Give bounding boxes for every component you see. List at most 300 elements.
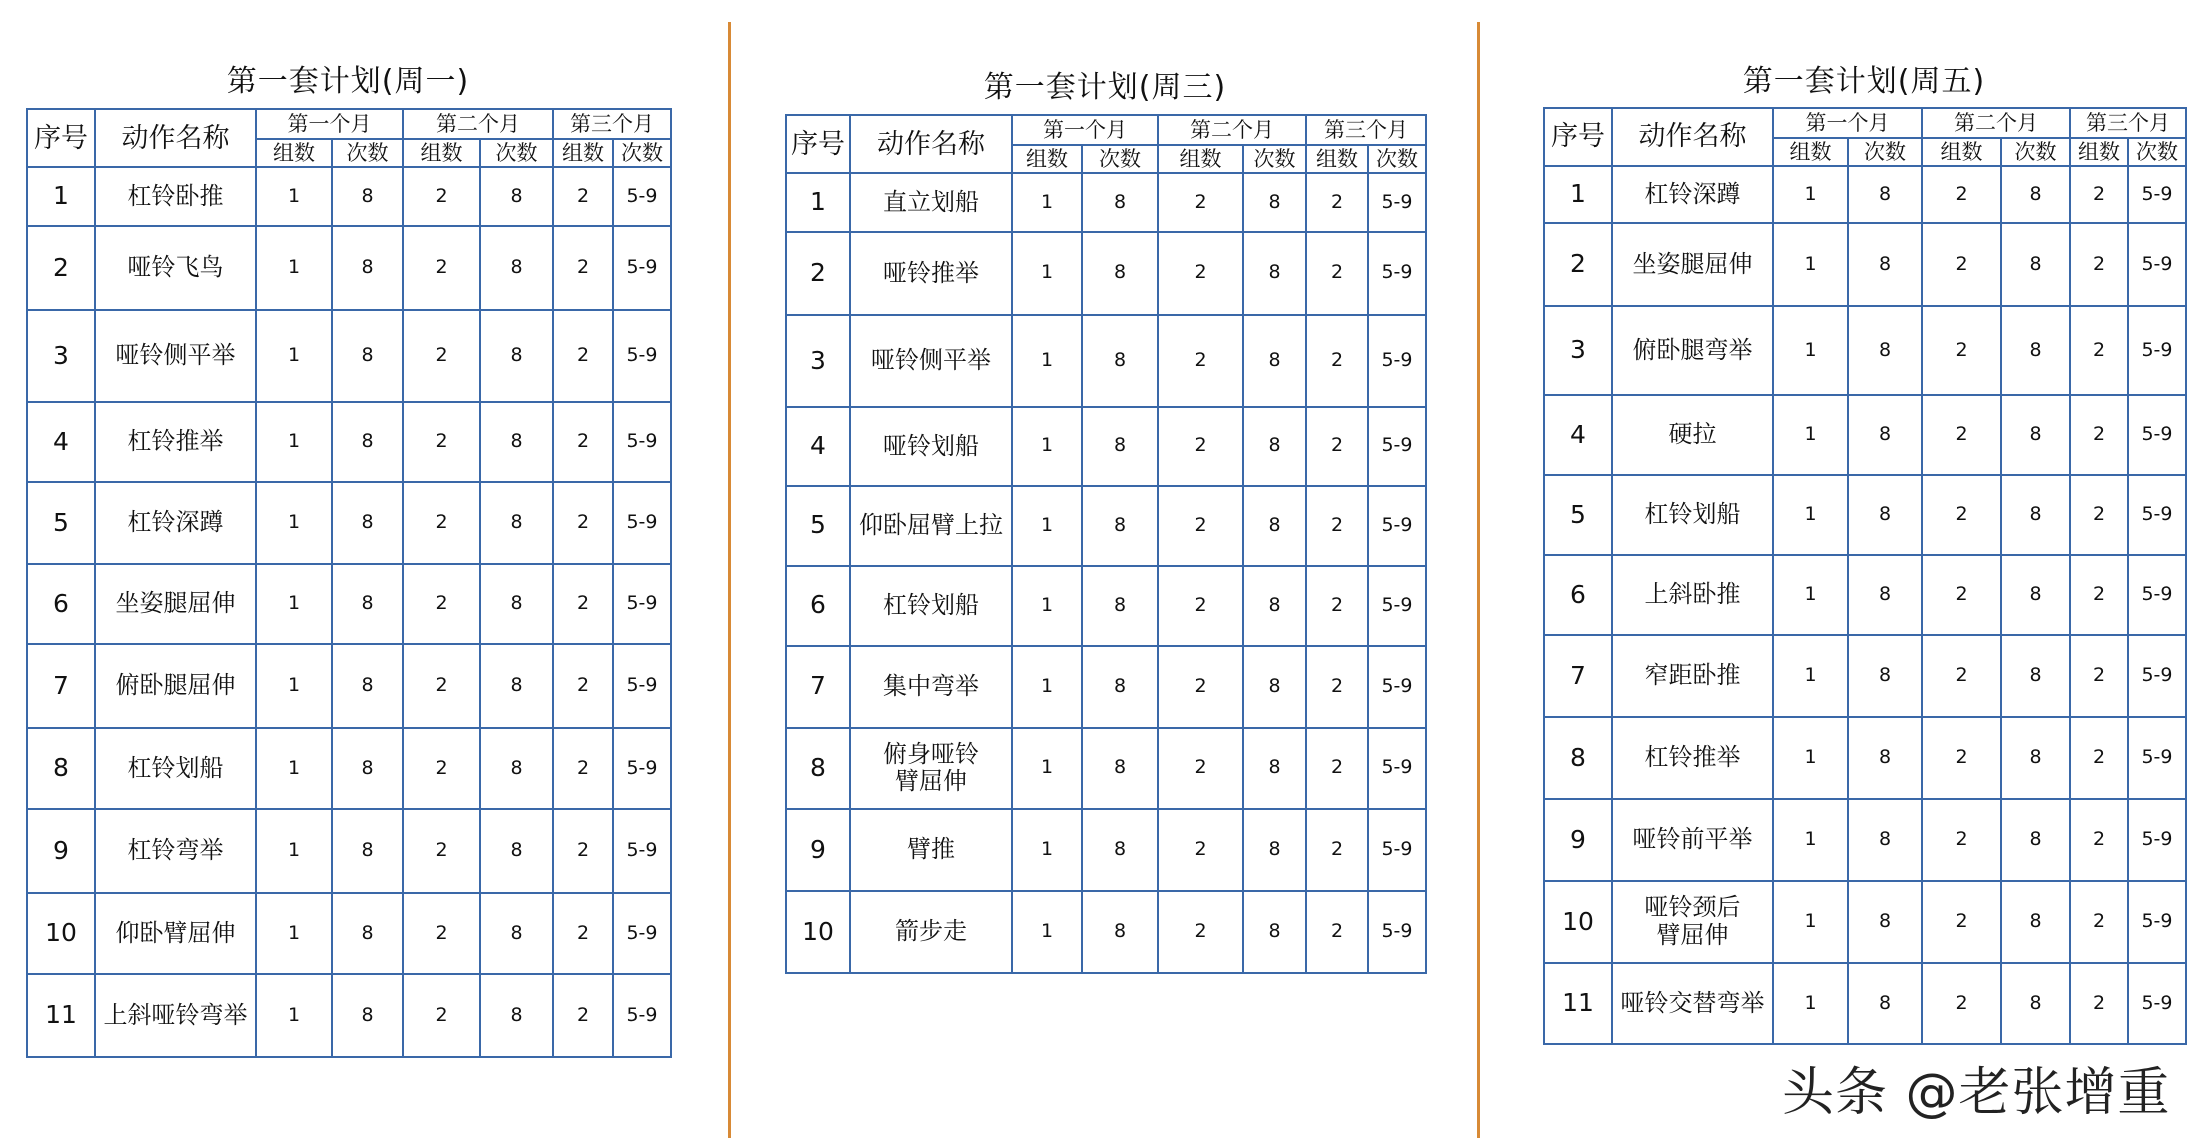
row-number: 8 <box>786 728 850 809</box>
month2-sets: 2 <box>1922 635 2001 717</box>
month1-reps: 8 <box>1848 799 1922 881</box>
month2-reps: 8 <box>1243 486 1306 565</box>
header-row-months <box>27 109 671 139</box>
header-row-months <box>786 115 1426 145</box>
month1-sets: 1 <box>256 482 332 564</box>
table-row <box>1544 555 2186 635</box>
header-row-months <box>1544 108 2186 138</box>
row-number: 8 <box>27 728 95 810</box>
month3-sets: 2 <box>2070 223 2128 306</box>
exercise-name: 仰卧臂屈伸 <box>95 893 256 975</box>
month2-reps: 8 <box>2001 223 2070 306</box>
month3-reps: 5-9 <box>613 644 671 728</box>
exercise-name: 坐姿腿屈伸 <box>95 564 256 645</box>
row-number: 11 <box>1544 963 1612 1044</box>
row-number: 1 <box>27 167 95 225</box>
table-row <box>786 809 1426 891</box>
month1-reps: 8 <box>332 644 403 728</box>
month1-sets: 1 <box>1773 166 1848 223</box>
row-number: 4 <box>786 407 850 486</box>
month2-sets: 2 <box>403 167 480 225</box>
header-month-3: 第三个月 <box>553 109 671 139</box>
table-row <box>27 974 671 1057</box>
plan-wednesday <box>785 56 1425 976</box>
month3-sets: 2 <box>553 310 613 402</box>
month3-sets: 2 <box>2070 475 2128 555</box>
month2-reps: 8 <box>2001 166 2070 223</box>
month3-reps: 5-9 <box>1368 646 1426 727</box>
table-row <box>27 564 671 645</box>
header-reps: 次数 <box>332 139 403 167</box>
month2-reps: 8 <box>1243 315 1306 407</box>
exercise-name: 上斜卧推 <box>1612 555 1773 635</box>
exercise-name: 俯身哑铃臂屈伸 <box>850 728 1012 809</box>
month3-reps: 5-9 <box>1368 486 1426 565</box>
header-reps: 次数 <box>1848 138 1922 166</box>
table-row <box>786 646 1426 727</box>
table-row <box>27 167 671 225</box>
month2-sets: 2 <box>1158 646 1243 727</box>
month3-sets: 2 <box>553 167 613 225</box>
table-row <box>27 226 671 311</box>
month1-reps: 8 <box>1848 555 1922 635</box>
plan-monday <box>26 50 670 1060</box>
month1-sets: 1 <box>1773 223 1848 306</box>
month3-reps: 5-9 <box>2128 799 2186 881</box>
exercise-name: 箭步走 <box>850 891 1012 973</box>
month3-reps: 5-9 <box>613 226 671 311</box>
row-number: 1 <box>786 173 850 231</box>
month3-sets: 2 <box>2070 635 2128 717</box>
header-sets: 组数 <box>1773 138 1848 166</box>
exercise-name: 哑铃交替弯举 <box>1612 963 1773 1044</box>
month1-sets: 1 <box>1012 232 1082 315</box>
table-row <box>27 728 671 810</box>
month2-reps: 8 <box>2001 555 2070 635</box>
month3-sets: 2 <box>2070 166 2128 223</box>
month2-sets: 2 <box>1922 395 2001 475</box>
month3-sets: 2 <box>2070 555 2128 635</box>
month3-reps: 5-9 <box>2128 635 2186 717</box>
month1-reps: 8 <box>1082 232 1158 315</box>
month2-reps: 8 <box>480 974 553 1057</box>
watermark: 头条 @老张增重 <box>1782 1063 2171 1123</box>
month1-reps: 8 <box>1082 566 1158 646</box>
month2-sets: 2 <box>1922 717 2001 799</box>
month2-reps: 8 <box>2001 306 2070 395</box>
month2-sets: 2 <box>1158 315 1243 407</box>
month2-sets: 2 <box>1922 963 2001 1044</box>
header-month-2: 第二个月 <box>1158 115 1306 145</box>
exercise-name: 哑铃前平举 <box>1612 799 1773 881</box>
header-sets: 组数 <box>1306 145 1368 173</box>
month2-sets: 2 <box>1158 891 1243 973</box>
exercise-name: 集中弯举 <box>850 646 1012 727</box>
header-month-1: 第一个月 <box>1773 108 1922 138</box>
month1-sets: 1 <box>1012 486 1082 565</box>
month2-sets: 2 <box>1922 799 2001 881</box>
exercise-name: 直立划船 <box>850 173 1012 231</box>
month3-reps: 5-9 <box>1368 407 1426 486</box>
plan-title: 第一套计划(周三) <box>983 70 1227 105</box>
header-month-3: 第三个月 <box>2070 108 2186 138</box>
row-number: 9 <box>786 809 850 891</box>
month1-reps: 8 <box>1848 963 1922 1044</box>
month2-sets: 2 <box>1158 728 1243 809</box>
row-number: 2 <box>786 232 850 315</box>
month2-reps: 8 <box>480 310 553 402</box>
header-month-2: 第二个月 <box>1922 108 2070 138</box>
row-number: 3 <box>786 315 850 407</box>
exercise-name: 哑铃划船 <box>850 407 1012 486</box>
table-row <box>786 407 1426 486</box>
month1-reps: 8 <box>1082 646 1158 727</box>
header-name: 动作名称 <box>95 109 256 167</box>
exercise-name: 杠铃推举 <box>1612 717 1773 799</box>
exercise-name: 硬拉 <box>1612 395 1773 475</box>
month3-reps: 5-9 <box>1368 232 1426 315</box>
table-row <box>27 310 671 402</box>
month1-reps: 8 <box>332 482 403 564</box>
table-row <box>786 232 1426 315</box>
month1-sets: 1 <box>1773 555 1848 635</box>
table-row <box>1544 475 2186 555</box>
exercise-name: 杠铃弯举 <box>95 809 256 893</box>
divider-left <box>728 22 731 1138</box>
row-number: 7 <box>27 644 95 728</box>
month3-sets: 2 <box>1306 315 1368 407</box>
month2-reps: 8 <box>2001 881 2070 963</box>
row-number: 10 <box>786 891 850 973</box>
header-reps: 次数 <box>2001 138 2070 166</box>
month3-sets: 2 <box>1306 232 1368 315</box>
exercise-name: 杠铃划船 <box>850 566 1012 646</box>
month1-sets: 1 <box>1773 475 1848 555</box>
exercise-name: 坐姿腿屈伸 <box>1612 223 1773 306</box>
header-reps: 次数 <box>613 139 671 167</box>
month1-sets: 1 <box>256 402 332 483</box>
row-number: 6 <box>27 564 95 645</box>
table-row <box>1544 166 2186 223</box>
month1-reps: 8 <box>332 564 403 645</box>
month3-reps: 5-9 <box>2128 475 2186 555</box>
month1-reps: 8 <box>1848 475 1922 555</box>
month1-sets: 1 <box>1012 407 1082 486</box>
header-sets: 组数 <box>403 139 480 167</box>
month1-sets: 1 <box>1773 306 1848 395</box>
month2-sets: 2 <box>1922 881 2001 963</box>
month1-reps: 8 <box>1848 717 1922 799</box>
row-number: 10 <box>1544 881 1612 963</box>
month3-reps: 5-9 <box>613 167 671 225</box>
month2-reps: 8 <box>480 728 553 810</box>
month2-reps: 8 <box>480 167 553 225</box>
exercise-name: 哑铃侧平举 <box>95 310 256 402</box>
month2-reps: 8 <box>2001 717 2070 799</box>
month2-sets: 2 <box>403 564 480 645</box>
month3-reps: 5-9 <box>2128 166 2186 223</box>
header-sets: 组数 <box>2070 138 2128 166</box>
month1-sets: 1 <box>1773 635 1848 717</box>
month2-sets: 2 <box>1158 566 1243 646</box>
row-number: 1 <box>1544 166 1612 223</box>
month3-reps: 5-9 <box>1368 173 1426 231</box>
row-number: 4 <box>1544 395 1612 475</box>
header-reps: 次数 <box>1243 145 1306 173</box>
month1-sets: 1 <box>256 974 332 1057</box>
month3-sets: 2 <box>553 564 613 645</box>
row-number: 9 <box>27 809 95 893</box>
exercise-name: 杠铃推举 <box>95 402 256 483</box>
month1-reps: 8 <box>1082 173 1158 231</box>
month3-sets: 2 <box>1306 173 1368 231</box>
row-number: 2 <box>1544 223 1612 306</box>
exercise-name: 哑铃侧平举 <box>850 315 1012 407</box>
month2-sets: 2 <box>1922 166 2001 223</box>
month1-sets: 1 <box>256 564 332 645</box>
table-row <box>1544 223 2186 306</box>
month2-sets: 2 <box>1922 223 2001 306</box>
month3-sets: 2 <box>2070 799 2128 881</box>
header-month-1: 第一个月 <box>1012 115 1158 145</box>
exercise-name: 哑铃推举 <box>850 232 1012 315</box>
month3-reps: 5-9 <box>613 482 671 564</box>
month2-reps: 8 <box>2001 799 2070 881</box>
month1-sets: 1 <box>1773 717 1848 799</box>
month1-sets: 1 <box>256 310 332 402</box>
header-sets: 组数 <box>553 139 613 167</box>
header-sets: 组数 <box>256 139 332 167</box>
month2-reps: 8 <box>2001 963 2070 1044</box>
header-sets: 组数 <box>1922 138 2001 166</box>
month1-reps: 8 <box>1082 809 1158 891</box>
header-reps: 次数 <box>2128 138 2186 166</box>
table-row <box>786 315 1426 407</box>
month1-sets: 1 <box>256 728 332 810</box>
month1-sets: 1 <box>1012 728 1082 809</box>
month1-sets: 1 <box>256 809 332 893</box>
month3-sets: 2 <box>1306 728 1368 809</box>
month3-sets: 2 <box>553 974 613 1057</box>
month3-sets: 2 <box>2070 963 2128 1044</box>
exercise-name: 仰卧屈臂上拉 <box>850 486 1012 565</box>
month2-reps: 8 <box>1243 232 1306 315</box>
month3-sets: 2 <box>1306 646 1368 727</box>
row-number: 11 <box>27 974 95 1057</box>
month2-reps: 8 <box>1243 173 1306 231</box>
month2-sets: 2 <box>403 226 480 311</box>
month2-sets: 2 <box>1158 809 1243 891</box>
month1-sets: 1 <box>1012 646 1082 727</box>
month3-sets: 2 <box>553 482 613 564</box>
plan-title: 第一套计划(周一) <box>226 64 470 99</box>
month3-reps: 5-9 <box>613 310 671 402</box>
month1-sets: 1 <box>256 226 332 311</box>
month3-sets: 2 <box>553 728 613 810</box>
month3-sets: 2 <box>553 644 613 728</box>
header-seq: 序号 <box>27 109 95 167</box>
table-row <box>1544 881 2186 963</box>
exercise-name: 窄距卧推 <box>1612 635 1773 717</box>
header-reps: 次数 <box>1082 145 1158 173</box>
month2-reps: 8 <box>480 482 553 564</box>
month1-sets: 1 <box>1012 315 1082 407</box>
month3-sets: 2 <box>553 402 613 483</box>
month1-reps: 8 <box>1848 223 1922 306</box>
row-number: 7 <box>786 646 850 727</box>
month1-reps: 8 <box>1082 728 1158 809</box>
month3-reps: 5-9 <box>2128 717 2186 799</box>
month1-reps: 8 <box>332 310 403 402</box>
month3-sets: 2 <box>1306 891 1368 973</box>
exercise-name: 俯卧腿弯举 <box>1612 306 1773 395</box>
month1-reps: 8 <box>1848 306 1922 395</box>
month2-reps: 8 <box>480 226 553 311</box>
table-row <box>1544 799 2186 881</box>
month3-reps: 5-9 <box>1368 809 1426 891</box>
plan-table <box>1543 107 2187 1045</box>
table-row <box>1544 306 2186 395</box>
month2-reps: 8 <box>480 564 553 645</box>
month3-reps: 5-9 <box>1368 315 1426 407</box>
header-name: 动作名称 <box>1612 108 1773 166</box>
month2-sets: 2 <box>403 893 480 975</box>
month3-reps: 5-9 <box>1368 891 1426 973</box>
month2-reps: 8 <box>1243 407 1306 486</box>
month1-reps: 8 <box>332 809 403 893</box>
month2-sets: 2 <box>403 402 480 483</box>
header-reps: 次数 <box>1368 145 1426 173</box>
table-row <box>786 728 1426 809</box>
month3-reps: 5-9 <box>2128 306 2186 395</box>
month1-reps: 8 <box>1082 407 1158 486</box>
row-number: 2 <box>27 226 95 311</box>
month2-reps: 8 <box>1243 566 1306 646</box>
month2-reps: 8 <box>480 809 553 893</box>
row-number: 6 <box>1544 555 1612 635</box>
month2-sets: 2 <box>1158 232 1243 315</box>
month2-reps: 8 <box>1243 809 1306 891</box>
header-seq: 序号 <box>786 115 850 173</box>
month3-reps: 5-9 <box>613 974 671 1057</box>
month2-sets: 2 <box>403 728 480 810</box>
table-row <box>786 486 1426 565</box>
month1-reps: 8 <box>1848 166 1922 223</box>
month2-reps: 8 <box>480 644 553 728</box>
row-number: 5 <box>1544 475 1612 555</box>
month1-sets: 1 <box>1012 173 1082 231</box>
month1-sets: 1 <box>1773 881 1848 963</box>
month3-sets: 2 <box>1306 566 1368 646</box>
month1-sets: 1 <box>1012 566 1082 646</box>
month2-reps: 8 <box>2001 395 2070 475</box>
exercise-name: 杠铃深蹲 <box>1612 166 1773 223</box>
table-row <box>786 891 1426 973</box>
header-name: 动作名称 <box>850 115 1012 173</box>
row-number: 6 <box>786 566 850 646</box>
month1-reps: 8 <box>1082 315 1158 407</box>
header-sets: 组数 <box>1158 145 1243 173</box>
exercise-name: 上斜哑铃弯举 <box>95 974 256 1057</box>
month3-reps: 5-9 <box>2128 555 2186 635</box>
plan-table <box>785 114 1427 974</box>
row-number: 4 <box>27 402 95 483</box>
header-sets: 组数 <box>1012 145 1082 173</box>
month3-reps: 5-9 <box>613 402 671 483</box>
header-month-1: 第一个月 <box>256 109 403 139</box>
month3-sets: 2 <box>1306 486 1368 565</box>
month1-reps: 8 <box>332 893 403 975</box>
exercise-name: 俯卧腿屈伸 <box>95 644 256 728</box>
row-number: 3 <box>27 310 95 402</box>
month2-reps: 8 <box>480 893 553 975</box>
divider-right <box>1477 22 1480 1138</box>
month3-reps: 5-9 <box>2128 395 2186 475</box>
month2-sets: 2 <box>403 644 480 728</box>
month3-reps: 5-9 <box>2128 881 2186 963</box>
month1-sets: 1 <box>1012 891 1082 973</box>
month2-reps: 8 <box>1243 646 1306 727</box>
month2-sets: 2 <box>1158 407 1243 486</box>
month3-sets: 2 <box>1306 407 1368 486</box>
month1-sets: 1 <box>1773 799 1848 881</box>
row-number: 9 <box>1544 799 1612 881</box>
header-month-2: 第二个月 <box>403 109 553 139</box>
table-row <box>27 402 671 483</box>
table-row <box>1544 963 2186 1044</box>
row-number: 8 <box>1544 717 1612 799</box>
month2-sets: 2 <box>403 482 480 564</box>
month1-sets: 1 <box>1012 809 1082 891</box>
month3-reps: 5-9 <box>2128 223 2186 306</box>
month1-reps: 8 <box>1848 395 1922 475</box>
plan-friday <box>1543 50 2185 1046</box>
plan-title: 第一套计划(周五) <box>1742 64 1986 99</box>
month2-reps: 8 <box>1243 891 1306 973</box>
month1-sets: 1 <box>1773 963 1848 1044</box>
month2-sets: 2 <box>1158 486 1243 565</box>
month1-reps: 8 <box>1082 891 1158 973</box>
month1-reps: 8 <box>332 974 403 1057</box>
month3-reps: 5-9 <box>613 893 671 975</box>
month3-sets: 2 <box>1306 809 1368 891</box>
month3-sets: 2 <box>2070 881 2128 963</box>
month3-reps: 5-9 <box>1368 728 1426 809</box>
exercise-name: 杠铃深蹲 <box>95 482 256 564</box>
month1-reps: 8 <box>332 728 403 810</box>
month3-sets: 2 <box>2070 306 2128 395</box>
table-row <box>1544 395 2186 475</box>
month2-sets: 2 <box>403 310 480 402</box>
month1-reps: 8 <box>332 167 403 225</box>
table-row <box>27 482 671 564</box>
month2-reps: 8 <box>480 402 553 483</box>
month2-sets: 2 <box>1922 475 2001 555</box>
month1-sets: 1 <box>256 644 332 728</box>
row-number: 5 <box>786 486 850 565</box>
header-seq: 序号 <box>1544 108 1612 166</box>
month2-sets: 2 <box>403 974 480 1057</box>
month1-reps: 8 <box>332 402 403 483</box>
table-row <box>786 566 1426 646</box>
table-row <box>27 893 671 975</box>
month3-reps: 5-9 <box>1368 566 1426 646</box>
month1-sets: 1 <box>256 167 332 225</box>
exercise-name: 杠铃划船 <box>95 728 256 810</box>
exercise-name: 杠铃划船 <box>1612 475 1773 555</box>
month3-sets: 2 <box>553 809 613 893</box>
header-reps: 次数 <box>480 139 553 167</box>
